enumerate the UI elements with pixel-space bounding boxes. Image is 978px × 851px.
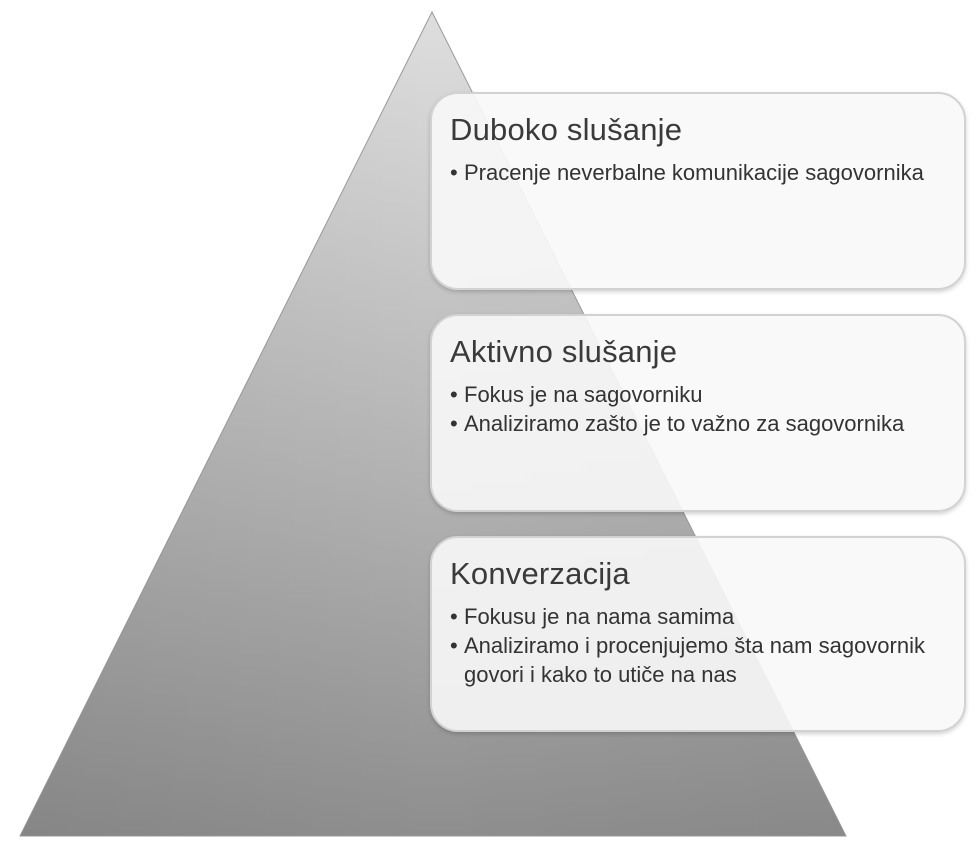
level-bullet — [450, 380, 946, 409]
bullet-dot-icon: • — [450, 411, 458, 436]
level-title: Aktivno slušanje — [450, 334, 678, 369]
bullet-dot-icon: • — [450, 382, 458, 407]
level-bullet-list — [450, 602, 946, 689]
level-bullet — [450, 409, 946, 438]
bullet-dot-icon: • — [450, 633, 458, 658]
level-bullet-list — [450, 380, 946, 438]
level-bullet-text: Analiziramo zašto je to važno za sagovornika — [464, 411, 905, 436]
level-bullet-text: Analiziramo i procenjujemo šta nam sagovornik govori i kako to utiče na nas — [464, 633, 925, 687]
level-box-duboko-slusanje — [430, 92, 966, 290]
level-bullet-text: Fokusu je na nama samima — [464, 604, 735, 629]
level-bullet — [450, 602, 946, 631]
level-box-aktivno-slusanje — [430, 314, 966, 512]
level-bullet-text: Pracenje neverbalne komunikacije sagovornika — [464, 160, 924, 185]
level-bullet-list — [450, 158, 946, 187]
bullet-dot-icon: • — [450, 160, 458, 185]
bullet-dot-icon: • — [450, 604, 458, 629]
level-title: Konverzacija — [450, 556, 630, 591]
level-bullet — [450, 158, 946, 187]
level-box-konverzacija — [430, 536, 966, 732]
level-title: Duboko slušanje — [450, 112, 683, 147]
level-bullet — [450, 631, 946, 689]
level-bullet-text: Fokus je na sagovorniku — [464, 382, 703, 407]
